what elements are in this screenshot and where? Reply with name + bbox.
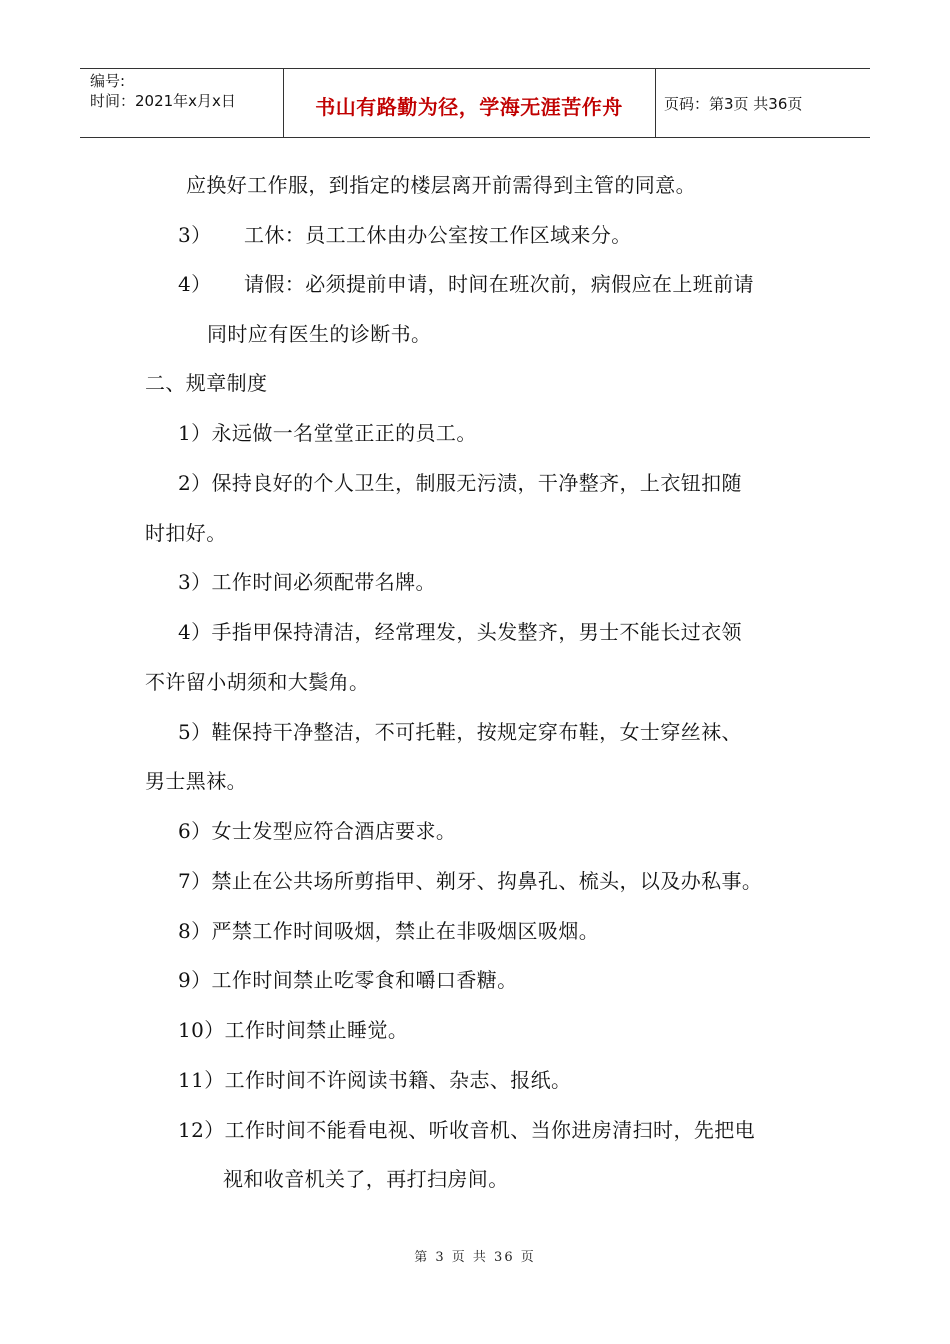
time-label: 时间：2021年x月x日 bbox=[90, 92, 236, 110]
rule-2: 2）保持良好的个人卫生，制服无污渍，干净整齐，上衣钮扣随 bbox=[178, 471, 742, 495]
item-number: 3） bbox=[178, 223, 212, 247]
number-label: 编号: bbox=[90, 72, 126, 90]
rule-9: 9）工作时间禁止吃零食和嚼口香糖。 bbox=[178, 968, 518, 992]
item-text: 工休：员工工休由办公室按工作区域来分。 bbox=[244, 223, 632, 247]
rule-2-continuation: 时扣好。 bbox=[145, 521, 227, 545]
rule-4-continuation: 不许留小胡须和大鬓角。 bbox=[145, 670, 370, 694]
paragraph-line: 应换好工作服，到指定的楼层离开前需得到主管的同意。 bbox=[186, 173, 696, 197]
list-item-4 bbox=[178, 271, 754, 297]
list-item-3 bbox=[178, 222, 632, 248]
header-motto: 书山有路勤为径，学海无涯苦作舟 bbox=[315, 95, 623, 119]
rule-12: 12）工作时间不能看电视、听收音机、当你进房清扫时，先把电 bbox=[178, 1118, 756, 1142]
rule-6: 6）女士发型应符合酒店要求。 bbox=[178, 819, 457, 843]
rule-4: 4）手指甲保持清洁，经常理发，头发整齐，男士不能长过衣领 bbox=[178, 620, 742, 644]
rule-8: 8）严禁工作时间吸烟，禁止在非吸烟区吸烟。 bbox=[178, 919, 600, 943]
rule-11: 11）工作时间不许阅读书籍、杂志、报纸。 bbox=[178, 1068, 572, 1092]
item-text: 请假：必须提前申请，时间在班次前，病假应在上班前请 bbox=[244, 272, 754, 296]
section-heading: 二、规章制度 bbox=[145, 371, 268, 395]
rule-7: 7）禁止在公共场所剪指甲、剃牙、抅鼻孔、梳头，以及办私事。 bbox=[178, 869, 763, 893]
page-footer: 第 3 页 共 36 页 bbox=[414, 1250, 536, 1265]
rule-10: 10）工作时间禁止睡觉。 bbox=[178, 1018, 409, 1042]
header-meta bbox=[90, 71, 236, 111]
rule-12-continuation: 视和收音机关了，再打扫房间。 bbox=[223, 1167, 509, 1191]
rule-1: 1）永远做一名堂堂正正的员工。 bbox=[178, 421, 477, 445]
rule-5: 5）鞋保持干净整洁，不可托鞋，按规定穿布鞋，女士穿丝袜、 bbox=[178, 720, 742, 744]
rule-3: 3）工作时间必须配带名牌。 bbox=[178, 570, 436, 594]
header-page-info: 页码：第3页 共36页 bbox=[664, 95, 803, 113]
header-table bbox=[80, 68, 870, 138]
list-item-continuation: 同时应有医生的诊断书。 bbox=[207, 322, 432, 346]
rule-5-continuation: 男士黑袜。 bbox=[145, 769, 247, 793]
item-number: 4） bbox=[178, 272, 212, 296]
header-divider-right bbox=[655, 69, 656, 137]
